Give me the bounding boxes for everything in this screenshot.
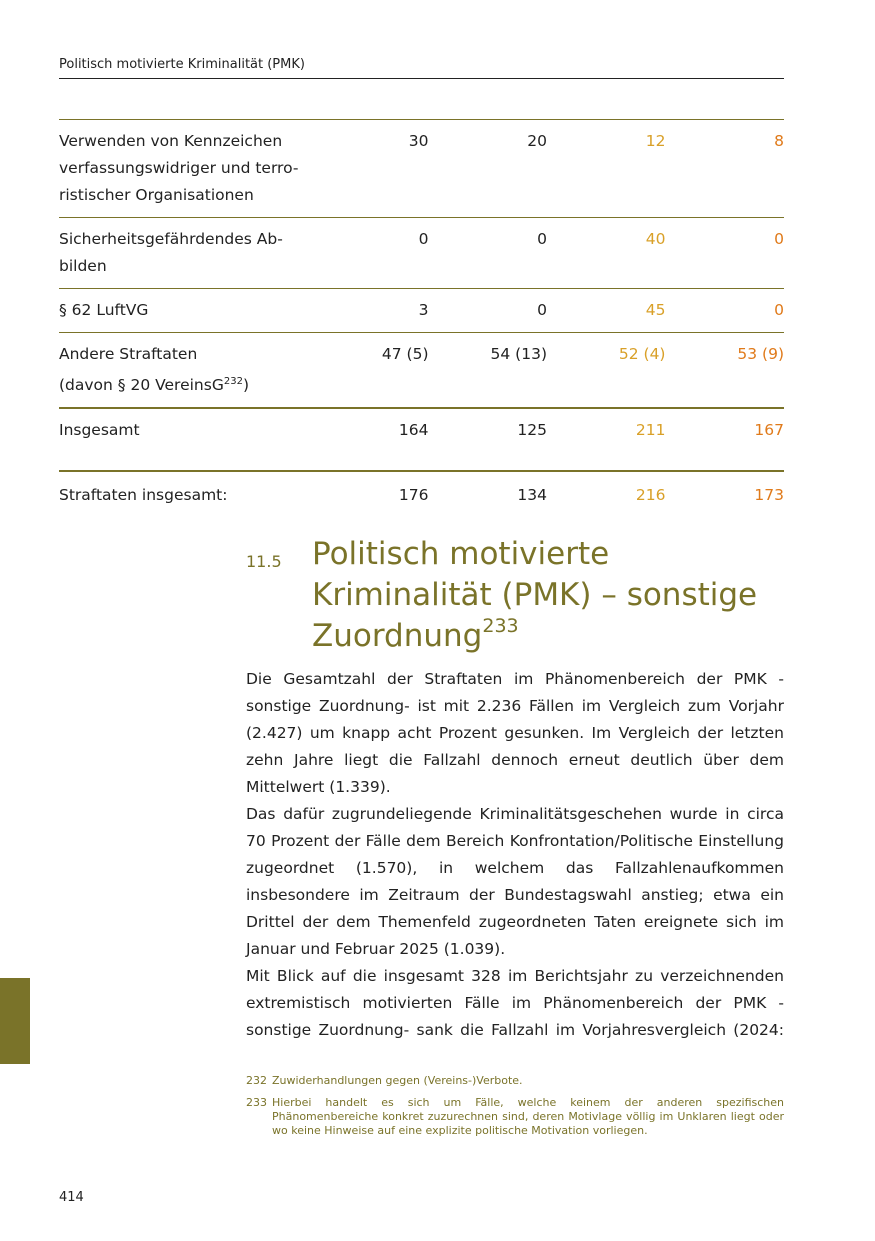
running-head: Politisch motivierte Kriminalität (PMK) xyxy=(59,57,784,79)
table-cell: 211 xyxy=(547,408,665,452)
table-row xyxy=(59,289,784,333)
footnote-ref: 232 xyxy=(223,376,243,387)
table-cell: 0 xyxy=(665,218,784,289)
table-cell: 8 xyxy=(665,120,784,218)
table-cell: 12 xyxy=(547,120,665,218)
table-cell: 3 xyxy=(310,289,428,333)
page-number: 414 xyxy=(59,1190,84,1205)
row-label: § 62 LuftVG xyxy=(59,289,310,333)
row-label-line1: Andere Straftaten xyxy=(59,345,198,363)
row-label: Insgesamt xyxy=(59,408,310,452)
table-cell: 134 xyxy=(429,471,547,517)
table-spacer xyxy=(59,452,784,471)
body-text xyxy=(246,666,784,1044)
row-label: Sicherheitsgefährdendes Ab-bilden xyxy=(59,218,310,289)
table-row xyxy=(59,333,784,409)
footnote-text: Hierbei handelt es sich um Fälle, welche keinem der anderen spezifischen Phänomenbereiche konkret zuzurechnen sind, deren Motivlage völlig im Unklaren liegt oder wo keine Hinweise auf eine explizite politische Motivation vorliegen. xyxy=(272,1096,784,1137)
table-cell: 173 xyxy=(665,471,784,517)
table-cell: 216 xyxy=(547,471,665,517)
row-label xyxy=(59,120,310,218)
table-row xyxy=(59,120,784,218)
section-title-text: Politisch motivierte Kriminalität (PMK) – sonstige Zuordnung xyxy=(312,536,758,654)
table-cell: 30 xyxy=(310,120,428,218)
table-cell: 40 xyxy=(547,218,665,289)
grand-total-row xyxy=(59,471,784,517)
footnote-number: 232 xyxy=(246,1074,267,1087)
table-cell: 52 (4) xyxy=(547,333,665,409)
footnote-ref: 233 xyxy=(482,615,519,637)
table-cell: 47 (5) xyxy=(310,333,428,409)
table-cell: 20 xyxy=(429,120,547,218)
paragraph: Das dafür zugrundeliegende Kriminalitätsgeschehen wurde in circa 70 Prozent der Fälle dem Bereich Konfrontation/Politische Einstellung zugeordnet (1.570), in welchem das Fallzahlenaufkommen insbesondere im Zeitraum der Bundestagswahl anstieg; etwa ein Drittel der dem Themenfeld zugeordneten Taten ereignete sich im Januar und Februar 2025 (1.039). xyxy=(246,805,784,958)
footnote-text: Zuwiderhandlungen gegen (Vereins-)Verbote. xyxy=(272,1074,523,1087)
chapter-marker xyxy=(0,978,30,1064)
table-cell: 0 xyxy=(429,218,547,289)
footnotes xyxy=(246,1074,784,1146)
row-label-close: ) xyxy=(242,376,249,395)
table-cell: 53 (9) xyxy=(665,333,784,409)
footnote xyxy=(246,1074,784,1088)
row-label xyxy=(59,333,310,409)
table-cell: 0 xyxy=(429,289,547,333)
table-cell: 54 (13) xyxy=(429,333,547,409)
total-row xyxy=(59,408,784,452)
paragraph: Die Gesamtzahl der Straftaten im Phänomenbereich der PMK -sonstige Zuordnung- ist mit 2.236 Fällen im Vergleich zum Vorjahr (2.427) um knapp acht Prozent gesunken. Im Vergleich der letzten zehn Jahre liegt die Fallzahl dennoch erneut deutlich über dem Mittelwert (1.339). xyxy=(246,670,784,796)
table-cell: 167 xyxy=(665,408,784,452)
row-label: Straftaten insgesamt: xyxy=(59,471,310,517)
table-cell: 164 xyxy=(310,408,428,452)
section-number: 11.5 xyxy=(246,552,282,571)
table-row xyxy=(59,218,784,289)
table-cell: 45 xyxy=(547,289,665,333)
table-cell: 176 xyxy=(310,471,428,517)
section-title xyxy=(312,534,792,657)
footnote-number: 233 xyxy=(246,1096,267,1109)
row-label-line2: (davon § 20 VereinsG xyxy=(59,376,224,395)
table-cell: 125 xyxy=(429,408,547,452)
row-label-text: Verwenden von Kennzeichen verfassungswidriger und terro-ristischer Organisationen xyxy=(59,132,299,204)
table-cell: 0 xyxy=(665,289,784,333)
paragraph: Mit Blick auf die insgesamt 328 im Berichtsjahr zu verzeichnenden extremistisch motivierten Fälle im Phänomenbereich der PMK -sonstige Zuordnung- sank die Fallzahl im Vorjahresvergleich (2024: xyxy=(246,967,784,1039)
table-cell: 0 xyxy=(310,218,428,289)
statistics-table xyxy=(59,119,784,517)
footnote xyxy=(246,1096,784,1138)
